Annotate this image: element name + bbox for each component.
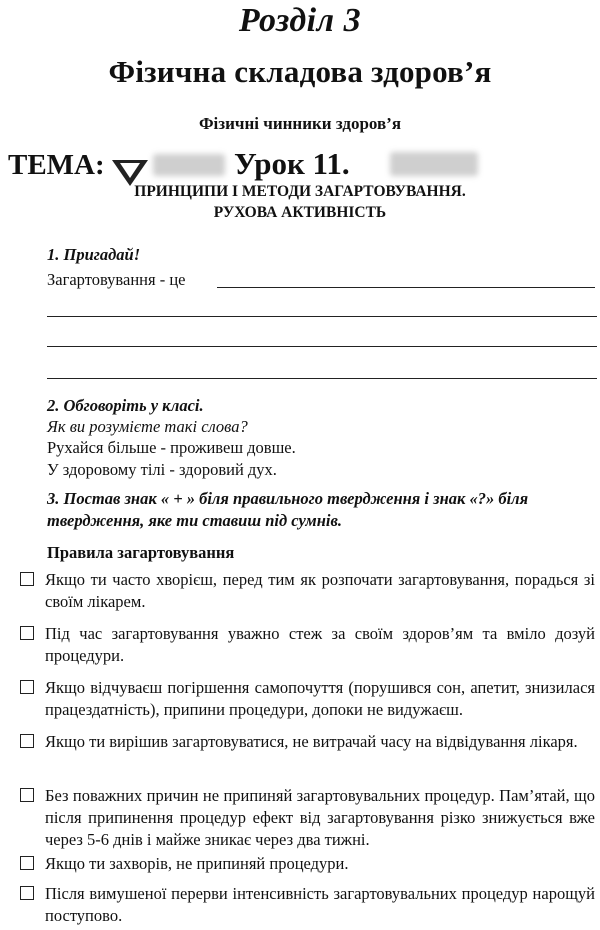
tema-label: ТЕМА: — [8, 149, 105, 181]
checkbox[interactable] — [20, 856, 34, 870]
section-heading: Розділ 3 — [238, 2, 362, 39]
item-text: Якщо ти захворів, не припиняй процедури. — [45, 854, 349, 873]
task1-prompt: Загартовування - це — [47, 270, 186, 289]
list-item — [20, 677, 595, 721]
answer-line[interactable] — [217, 287, 595, 288]
task3-heading-line1: 3. Постав знак « + » біля правильного твердження і знак «?» біля — [47, 489, 529, 508]
item-text: Якщо відчуваєш погіршення самопочуття (порушився сон, апетит, знизилася працездатність), припини процедури, допоки не видужаєш. — [45, 678, 595, 719]
item-text: Якщо ти часто хворієш, перед тим як розпочати загартовування, порадься зі своїм лікарем. — [45, 570, 595, 611]
list-item — [20, 623, 595, 667]
topic-line-1: ПРИНЦИПИ І МЕТОДИ ЗАГАРТОВУВАННЯ. — [134, 183, 466, 200]
list-item — [20, 731, 595, 753]
redacted-block — [390, 152, 478, 176]
tema-row — [8, 146, 528, 186]
checkbox[interactable] — [20, 886, 34, 900]
task2-heading: 2. Обговоріть у класі. — [47, 396, 204, 415]
list-item — [20, 569, 595, 613]
list-item — [20, 883, 595, 927]
list-item — [20, 785, 595, 851]
lesson-number: Урок 11. — [234, 146, 350, 181]
task3-heading-line2: твердження, яке ти ставиш під сумнів. — [47, 511, 342, 530]
list-item — [20, 853, 595, 875]
answer-line[interactable] — [47, 378, 597, 379]
page-title: Фізична складова здоров’я — [108, 54, 492, 89]
topic-line-2: РУХОВА АКТИВНІСТЬ — [213, 204, 387, 221]
rules-title: Правила загартовування — [47, 543, 235, 562]
page-subtitle: Фізичні чинники здоров’я — [198, 114, 402, 133]
checkbox[interactable] — [20, 572, 34, 586]
item-text: Під час загартовування уважно стеж за своїм здоров’ям та вміло дозуй процедури. — [45, 624, 595, 665]
item-text: Після вимушеної перерви інтенсивність загартовувальних процедур нарощуй поступово. — [45, 884, 595, 925]
checkbox[interactable] — [20, 734, 34, 748]
task1-heading: 1. Пригадай! — [47, 245, 141, 264]
item-text: Якщо ти вирішив загартовуватися, не витрачай часу на відвідування лікаря. — [45, 732, 578, 751]
task2-question: Як ви розумієте такі слова? — [47, 417, 248, 436]
redacted-block — [153, 154, 225, 176]
saying-1: Рухайся більше - проживеш довше. — [47, 438, 296, 457]
checkbox[interactable] — [20, 788, 34, 802]
answer-line[interactable] — [47, 316, 597, 317]
item-text: Без поважних причин не припиняй загартовувальних процедур. Пам’ятай, що після припинення процедур ефект від загартовування різко знижується вже через 5-6 днів і майже зникає через два тижні. — [45, 786, 595, 849]
answer-line[interactable] — [47, 346, 597, 347]
checkbox[interactable] — [20, 626, 34, 640]
checkbox[interactable] — [20, 680, 34, 694]
saying-2: У здоровому тілі - здоровий дух. — [47, 460, 277, 479]
